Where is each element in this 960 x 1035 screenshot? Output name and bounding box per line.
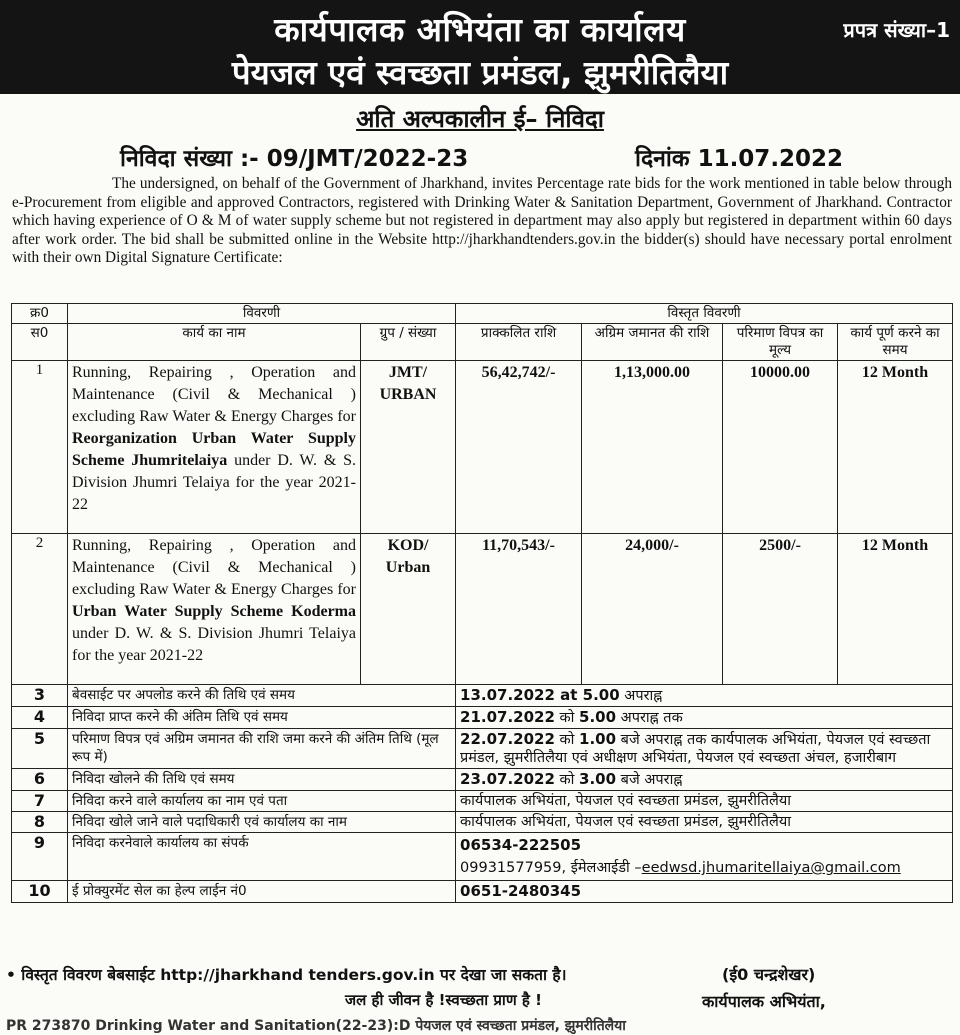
info-value: कार्यपालक अभियंता, पेयजल एवं स्वच्छता प्रमंडल, झुमरीतिलैया bbox=[456, 812, 953, 833]
info-value: कार्यपालक अभियंता, पेयजल एवं स्वच्छता प्रमंडल, झुमरीतिलैया bbox=[456, 791, 953, 812]
slogan: जल ही जीवन है !स्वच्छता प्राण है ! bbox=[345, 991, 542, 1009]
work-earnest: 24,000/- bbox=[582, 534, 723, 685]
group-header: ग्रुप / संख्या bbox=[361, 324, 456, 361]
work-estimated: 56,42,742/- bbox=[456, 361, 582, 534]
sno-header-2: स0 bbox=[12, 324, 68, 361]
contact-phone: 06534-222505 bbox=[460, 836, 582, 854]
doc-cost-header: परिमाण विपत्र का मूल्य bbox=[723, 324, 838, 361]
office-title: कार्यपालक अभियंता का कार्यालय bbox=[274, 10, 686, 49]
tender-number: निविदा संख्या :- 09/JMT/2022-23 bbox=[120, 146, 469, 172]
work-earnest: 1,13,000.00 bbox=[582, 361, 723, 534]
completion-header: कार्य पूर्ण करने का समय bbox=[838, 324, 953, 361]
work-description: Running, Repairing , Operation and Maintenance (Civil & Mechanical ) excluding Raw Water & Energy Charges for Urban Water Supply Scheme Koderma under D. W. & S. Division Jhumri Telaiya for the year 2021-22 bbox=[68, 534, 361, 685]
info-label: ई प्रोक्युरमेंट सेल का हेल्प लाईन नं0 bbox=[68, 881, 456, 903]
tender-date: दिनांक 11.07.2022 bbox=[635, 146, 844, 172]
work-group: JMT/ URBAN bbox=[361, 361, 456, 534]
division-title: पेयजल एवं स्वच्छता प्रमंडल, झुमरीतिलैया bbox=[231, 53, 729, 92]
info-value: 21.07.2022 को 5.00 अपराह्न तक bbox=[456, 707, 953, 729]
website-note: • विस्तृत विवरण बेबसाईट http://jharkhand tenders.gov.in पर देखा जा सकता है। bbox=[6, 966, 567, 984]
info-row bbox=[12, 769, 953, 791]
contact-email[interactable]: eedwsd.jhumaritellaiya@gmail.com bbox=[641, 860, 901, 876]
table-header-row bbox=[12, 304, 953, 324]
work-estimated: 11,70,543/- bbox=[456, 534, 582, 685]
work-name-header: कार्य का नाम bbox=[68, 324, 361, 361]
helpline-number: 0651-2480345 bbox=[460, 882, 582, 900]
table-row bbox=[12, 534, 953, 685]
info-sno: 10 bbox=[12, 881, 68, 903]
table-row bbox=[12, 361, 953, 534]
info-value: 22.07.2022 को 1.00 बजे अपराह्न तक कार्यपालक अभियंता, पेयजल एवं स्वच्छता प्रमंडल, झुमरीतिलैया एवं अधीक्षण अभियंता, पेयजल एवं स्वच्छता अंचल, हजारीबाग bbox=[456, 729, 953, 769]
info-sno: 9 bbox=[12, 833, 68, 881]
notice-title: अति अल्पकालीन ई– निविदा bbox=[356, 105, 604, 133]
info-row bbox=[12, 812, 953, 833]
info-sno: 7 bbox=[12, 791, 68, 812]
info-value bbox=[456, 833, 953, 881]
info-label: परिमाण विपत्र एवं अग्रिम जमानत की राशि जमा करने की अंतिम तिथि (मूल रूप में) bbox=[68, 729, 456, 769]
info-row bbox=[12, 791, 953, 812]
info-sno: 6 bbox=[12, 769, 68, 791]
info-label: निविदा खोलने की तिथि एवं समय bbox=[68, 769, 456, 791]
signatory-designation: कार्यपालक अभियंता, bbox=[702, 992, 826, 1011]
work-description: Running, Repairing , Operation and Maintenance (Civil & Mechanical ) excluding Raw Water & Energy Charges for Reorganization Urban Water Supply Scheme Jhumritelaiya under D. W. & S. Division Jhumri Telaiya for the year 2021-22 bbox=[68, 361, 361, 534]
info-label: निविदा खोले जाने वाले पदाधिकारी एवं कार्यालय का नाम bbox=[68, 812, 456, 833]
info-row bbox=[12, 881, 953, 903]
detailed-header: विस्तृत विवरणी bbox=[456, 304, 953, 324]
info-value: 23.07.2022 को 3.00 बजे अपराह्न bbox=[456, 769, 953, 791]
info-sno: 4 bbox=[12, 707, 68, 729]
work-completion: 12 Month bbox=[838, 534, 953, 685]
info-value: 13.07.2022 at 5.00 अपराह्न bbox=[456, 685, 953, 707]
info-row bbox=[12, 729, 953, 769]
table-subheader-row bbox=[12, 324, 953, 361]
tender-table bbox=[11, 303, 953, 903]
work-doc-cost: 10000.00 bbox=[723, 361, 838, 534]
truncated-footer-line: PR 273870 Drinking Water and Sanitation(22-23):D पेयजल एवं स्वच्छता प्रमंडल, झुमरीतिलैया bbox=[6, 1018, 626, 1034]
estimated-header: प्राक्कलित राशि bbox=[456, 324, 582, 361]
signatory-name: (ई0 चन्द्रशेखर) bbox=[722, 965, 816, 984]
info-label: निविदा करने वाले कार्यालय का नाम एवं पता bbox=[68, 791, 456, 812]
sno-header: क्र0 bbox=[12, 304, 68, 324]
header-banner bbox=[0, 0, 960, 94]
work-doc-cost: 2500/- bbox=[723, 534, 838, 685]
contact-mobile: 09931577959, ईमेलआईडी – bbox=[460, 860, 642, 876]
work-sno: 1 bbox=[12, 361, 68, 534]
earnest-header: अग्रिम जमानत की राशि bbox=[582, 324, 723, 361]
info-label: निविदा प्राप्त करने की अंतिम तिथि एवं समय bbox=[68, 707, 456, 729]
info-row bbox=[12, 685, 953, 707]
form-number: प्रपत्र संख्या–1 bbox=[843, 18, 950, 42]
info-sno: 5 bbox=[12, 729, 68, 769]
info-label: निविदा करनेवाले कार्यालय का संपर्क bbox=[68, 833, 456, 881]
info-sno: 3 bbox=[12, 685, 68, 707]
info-value bbox=[456, 881, 953, 903]
work-group: KOD/ Urban bbox=[361, 534, 456, 685]
details-header: विवरणी bbox=[68, 304, 456, 324]
intro-paragraph: The undersigned, on behalf of the Government of Jharkhand, invites Percentage rate bids for the work mentioned in table below through e-Procurement from eligible and approved Contractors, registered with Drinking Water & Sanitation Department, Government of Jharkhand. Contractor which having experience of O & M of water supply scheme but not registered in department may also apply but registered in department within 60 days after work order. The bid shall be submitted online in the Website http://jharkhandtenders.gov.in the bidder(s) should have necessary portal enrolment with their own Digital Signature Certificate: bbox=[12, 175, 952, 267]
info-row bbox=[12, 833, 953, 881]
work-sno: 2 bbox=[12, 534, 68, 685]
info-row bbox=[12, 707, 953, 729]
info-sno: 8 bbox=[12, 812, 68, 833]
info-label: बेवसाईट पर अपलोड करने की तिथि एवं समय bbox=[68, 685, 456, 707]
work-completion: 12 Month bbox=[838, 361, 953, 534]
